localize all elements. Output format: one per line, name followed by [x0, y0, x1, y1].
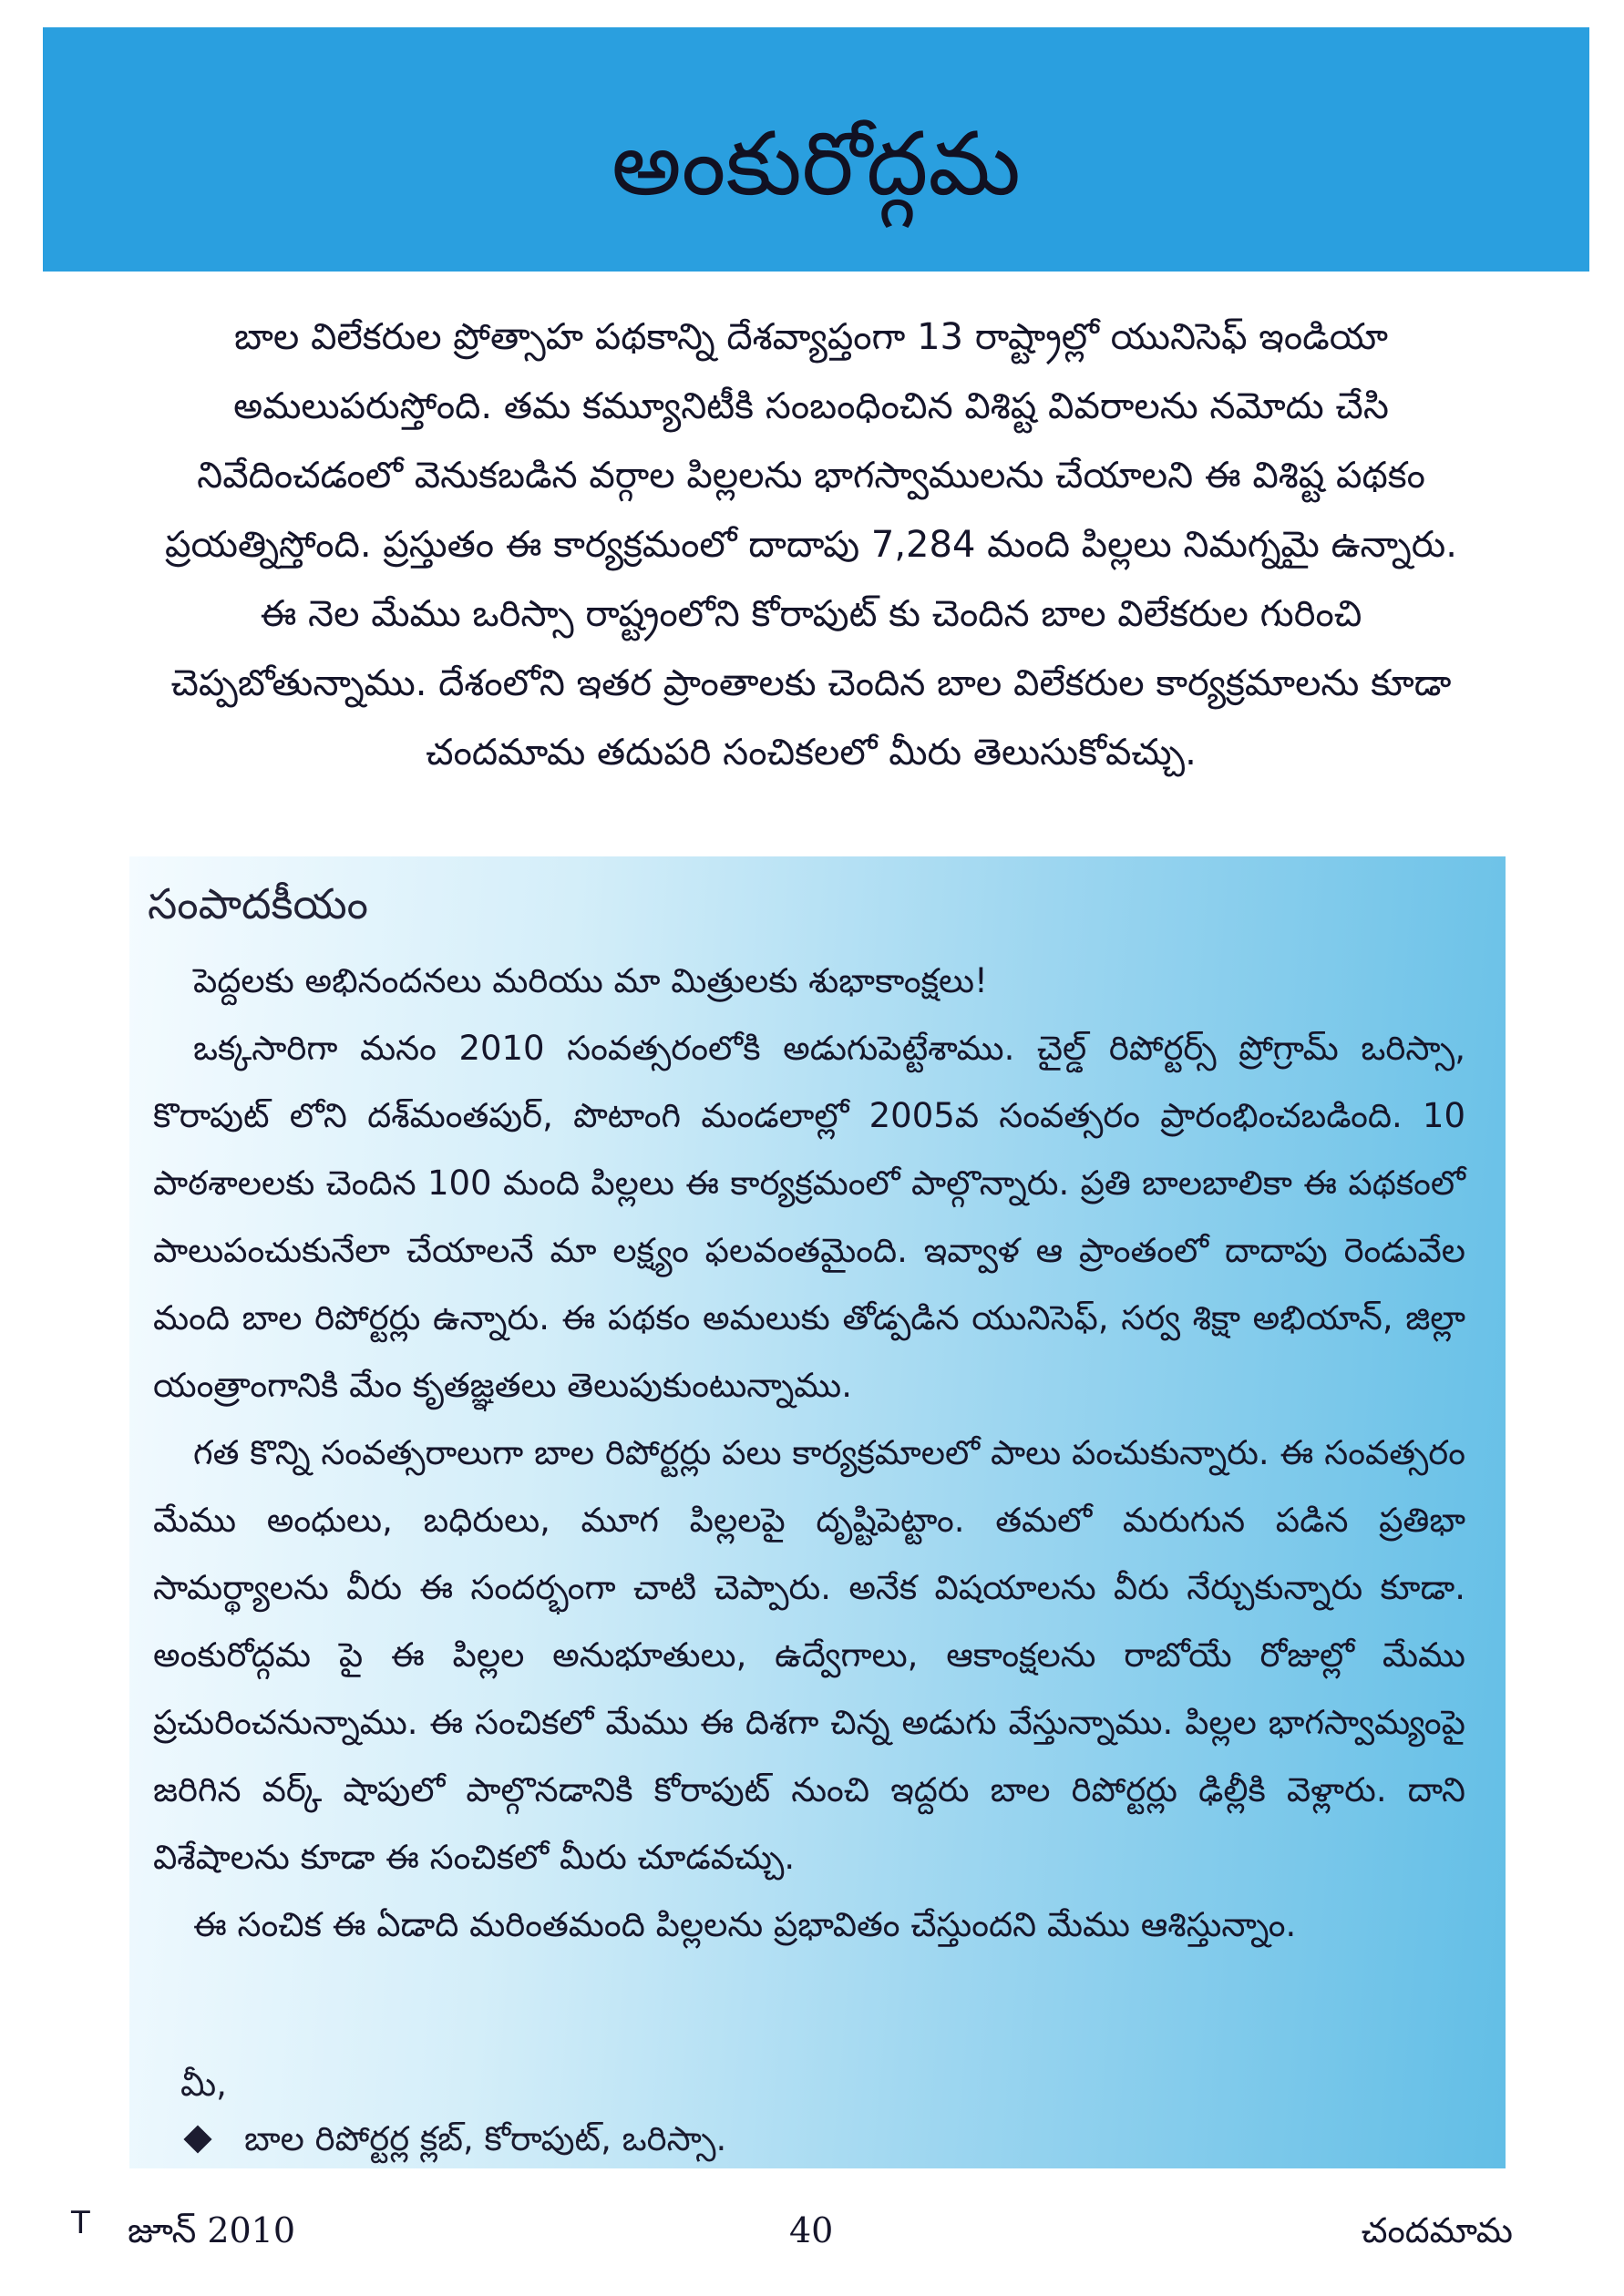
signature: బాల రిపోర్టర్ల క్లబ్, కోరాపుట్, ఒరిస్సా. [244, 2119, 727, 2158]
editorial-paragraph: గత కొన్ని సంవత్సరాలుగా బాల రిపోర్టర్లు పలు కార్యక్రమాలలో పాలు పంచుకున్నారు. ఈ సంవత్సరం మేము అంధులు, బధిరులు, మూగ పిల్లలపై దృష్టిపెట్టాం. తమలో మరుగున పడిన ప్రతిభా సామర్థ్యాలను వీరు ఈ సందర్భంగా చాటి చెప్పారు. అనేక విషయాలను వీరు నేర్చుకున్నారు కూడా. అంకురోద్గమ పై ఈ పిల్లల అనుభూతులు, ఉద్వేగాలు, ఆకాంక్షలను రాబోయే రోజుల్లో మేము ప్రచురించనున్నాము. ఈ సంచికలో మేము ఈ దిశగా చిన్న అడుగు వేస్తున్నాము. పిల్లల భాగస్వామ్యంపై జరిగిన వర్క్ షాపులో పాల్గొనడానికి కోరాపుట్ నుంచి ఇద్దరు బాల రిపోర్టర్లు ఢిల్లీకి వెళ్లారు. దాని విశేషాలను కూడా ఈ సంచికలో మీరు చూడవచ్చు. [153, 1433, 1465, 1877]
page-title: అంకురోద్గమ [612, 113, 1021, 215]
editorial-paragraph: ఈ సంచిక ఈ ఏడాది మరింతమంది పిల్లలను ప్రభావితం చేస్తుందని మేము ఆశిస్తున్నాం. [193, 1905, 1297, 1944]
editorial-body [153, 948, 1465, 1959]
page-footer [0, 2203, 1624, 2258]
editorial-paragraph: ఒక్కసారిగా మనం 2010 సంవత్సరంలోకి అడుగుపెట్టేశాము. చైల్డ్ రిపోర్టర్స్ ప్రోగ్రామ్ ఒరిస్సా, కొరాపుట్ లోని దశ్‌మంతపుర్, పొటాంగి మండలాల్లో 2005వ సంవత్సరం ప్రారంభించబడింది. 10 పాఠశాలలకు చెందిన 100 మంది పిల్లలు ఈ కార్యక్రమంలో పాల్గొన్నారు. ప్రతి బాలబాలికా ఈ పథకంలో పాలుపంచుకునేలా చేయాలనే మా లక్ష్యం ఫలవంతమైంది. ఇవ్వాళ ఆ ప్రాంతంలో దాదాపు రెండువేల మంది బాల రిపోర్టర్లు ఉన్నారు. ఈ పథకం అమలుకు తోడ్పడిన యునిసెఫ్, సర్వ శిక్షా అభియాన్, జిల్లా యంత్రాంగానికి మేం కృతజ్ఞతలు తెలుపుకుంటున్నాము. [153, 1029, 1465, 1405]
signature-row [180, 2112, 1456, 2167]
magazine-name: చందమామ [1361, 2210, 1513, 2250]
editorial-heading: సంపాదకీయం [148, 879, 369, 928]
diamond-bullet-icon [183, 2125, 211, 2153]
editorial-box [129, 856, 1506, 2168]
issue-month: జూన్ 2010 [128, 2210, 296, 2250]
footer-mark: T [71, 2205, 90, 2241]
signoff [180, 2057, 1456, 2167]
title-banner [43, 27, 1589, 272]
closing-line: మీ, [180, 2065, 227, 2104]
editorial-paragraph: పెద్దలకు అభినందనలు మరియు మా మిత్రులకు శుభాకాంక్షలు! [193, 961, 988, 1000]
page-number: 40 [789, 2210, 834, 2250]
intro-paragraph: బాల విలేకరుల ప్రోత్సాహ పథకాన్ని దేశవ్యాప్తంగా 13 రాష్ట్రాల్లో యునిసెఫ్ ఇండియా అమలుపరుస్తోంది. తమ కమ్యూనిటీకి సంబంధించిన విశిష్ట వివరాలను నమోదు చేసి నివేదించడంలో వెనుకబడిన వర్గాల పిల్లలను భాగస్వాములను చేయాలని ఈ విశిష్ట పథకం ప్రయత్నిస్తోంది. ప్రస్తుతం ఈ కార్యక్రమంలో దాదాపు 7,284 మంది పిల్లలు నిమగ్నమై ఉన్నారు. ఈ నెల మేము ఒరిస్సా రాష్ట్రంలోని కోరాపుట్ కు చెందిన బాల విలేకరుల గురించి చెప్పబోతున్నాము. దేశంలోని ఇతర ప్రాంతాలకు చెందిన బాల విలేకరుల కార్యక్రమాలను కూడా చందమామ తదుపరి సంచికలలో మీరు తెలుసుకోవచ్చు. [165, 316, 1457, 774]
